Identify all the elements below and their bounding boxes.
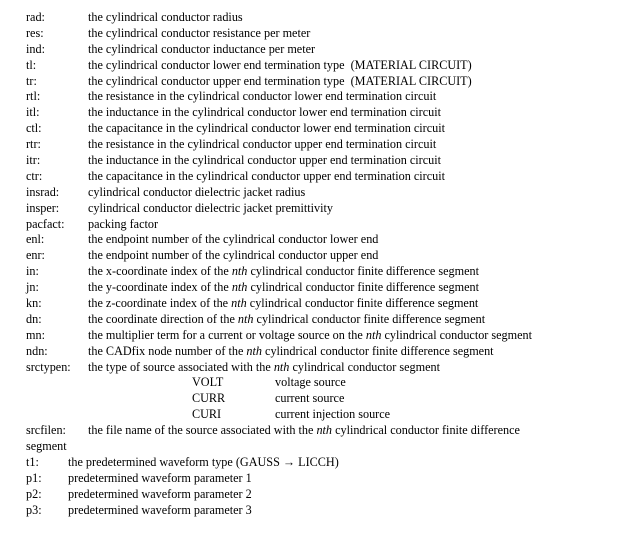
definition-text: the CADfix node number of the nth cylindrical conductor finite difference segment (88, 343, 494, 358)
waveform-text: predetermined waveform parameter 3 (68, 502, 252, 517)
definition-term: res: (26, 25, 44, 40)
definition-text: the coordinate direction of the nth cylindrical conductor finite difference segment (88, 311, 486, 326)
waveform-term: p1: (26, 470, 42, 485)
definition-text: the cylindrical conductor resistance per meter (88, 25, 311, 40)
definition-row (26, 58, 616, 74)
definition-row (26, 185, 616, 201)
source-type-code: CURI (192, 407, 222, 422)
definition-continuation (26, 439, 616, 455)
definition-row (26, 169, 616, 185)
source-type-row (26, 375, 616, 391)
definition-text: the z-coordinate index of the nth cylindrical conductor finite difference segment (88, 296, 479, 311)
definition-text: cylindrical conductor dielectric jacket radius (88, 184, 306, 199)
definition-row (26, 74, 616, 90)
definition-row (26, 153, 616, 169)
definition-text: packing factor (88, 216, 159, 231)
definition-list (26, 10, 616, 519)
definition-term: ind: (26, 41, 45, 56)
waveform-row (26, 487, 616, 503)
waveform-row (26, 503, 616, 519)
definition-row (26, 232, 616, 248)
definition-text: the cylindrical conductor upper end termination type (MATERIAL CIRCUIT) (88, 73, 472, 88)
source-type-label: voltage source (275, 375, 346, 390)
source-type-row (26, 407, 616, 423)
definition-row (26, 360, 616, 376)
definition-row (26, 328, 616, 344)
waveform-text: the predetermined waveform type (GAUSS → LICCH) (68, 454, 339, 469)
waveform-term: p3: (26, 502, 42, 517)
definition-row (26, 217, 616, 233)
definition-text: the x-coordinate index of the nth cylindrical conductor finite difference segment (88, 264, 479, 279)
definition-term: jn: (26, 280, 39, 295)
definition-text: the cylindrical conductor radius (88, 10, 243, 24)
definition-text: the endpoint number of the cylindrical conductor lower end (88, 232, 379, 247)
definition-term: ndn: (26, 343, 48, 358)
source-type-label: current source (275, 391, 345, 406)
definition-term: srcfilen: (26, 423, 66, 438)
definition-term: pacfact: (26, 216, 65, 231)
definition-term: enl: (26, 232, 45, 247)
definition-term: rtr: (26, 137, 41, 152)
definition-term: tr: (26, 73, 37, 88)
definition-row (26, 264, 616, 280)
waveform-row (26, 471, 616, 487)
definition-term: rtl: (26, 89, 41, 104)
definition-row (26, 89, 616, 105)
definition-text: the inductance in the cylindrical conductor lower end termination circuit (88, 105, 441, 120)
definition-row (26, 423, 616, 439)
definition-row (26, 296, 616, 312)
definition-term: kn: (26, 296, 42, 311)
definition-row (26, 10, 616, 26)
definition-row (26, 248, 616, 264)
definition-term: mn: (26, 327, 45, 342)
waveform-text: predetermined waveform parameter 2 (68, 486, 252, 501)
definition-row (26, 26, 616, 42)
definition-text: the capacitance in the cylindrical conductor upper end termination circuit (88, 168, 446, 183)
definition-term: itr: (26, 153, 41, 168)
definition-text: the multiplier term for a current or voltage source on the nth cylindrical conductor segment (88, 327, 533, 342)
waveform-text: predetermined waveform parameter 1 (68, 470, 252, 485)
definition-row (26, 42, 616, 58)
waveform-row (26, 455, 616, 471)
definition-term: dn: (26, 311, 42, 326)
definition-term: ctr: (26, 168, 43, 183)
definition-text: the resistance in the cylindrical conductor upper end termination circuit (88, 137, 437, 152)
definition-text: the cylindrical conductor lower end termination type (MATERIAL CIRCUIT) (88, 57, 472, 72)
definition-term: insrad: (26, 184, 60, 199)
definition-row (26, 312, 616, 328)
source-type-code: CURR (192, 391, 226, 406)
definition-row (26, 344, 616, 360)
definition-text: the inductance in the cylindrical conductor upper end termination circuit (88, 153, 441, 168)
definition-term: enr: (26, 248, 45, 263)
definition-term: ctl: (26, 121, 42, 136)
definition-row (26, 201, 616, 217)
definition-text-continuation: segment (26, 439, 67, 454)
definition-term: tl: (26, 57, 37, 72)
definition-text: the endpoint number of the cylindrical conductor upper end (88, 248, 379, 263)
definition-term: insper: (26, 200, 60, 215)
definition-term: rad: (26, 10, 45, 24)
source-type-code: VOLT (192, 375, 224, 390)
definition-text: the type of source associated with the nth cylindrical conductor segment (88, 359, 440, 374)
waveform-term: t1: (26, 454, 39, 469)
definition-text: the file name of the source associated with the nth cylindrical conductor finite difference (88, 423, 520, 438)
definition-row (26, 137, 616, 153)
definition-text: the resistance in the cylindrical conductor lower end termination circuit (88, 89, 437, 104)
definition-text: cylindrical conductor dielectric jacket premittivity (88, 200, 334, 215)
definition-text: the capacitance in the cylindrical conductor lower end termination circuit (88, 121, 446, 136)
source-type-row (26, 391, 616, 407)
definition-text: the y-coordinate index of the nth cylindrical conductor finite difference segment (88, 280, 479, 295)
definition-term: itl: (26, 105, 40, 120)
definition-term: in: (26, 264, 39, 279)
definition-term: srctypen: (26, 359, 71, 374)
definition-text: the cylindrical conductor inductance per meter (88, 41, 316, 56)
waveform-term: p2: (26, 486, 42, 501)
definition-row (26, 121, 616, 137)
definition-row (26, 105, 616, 121)
source-type-label: current injection source (275, 407, 391, 422)
definition-row (26, 280, 616, 296)
